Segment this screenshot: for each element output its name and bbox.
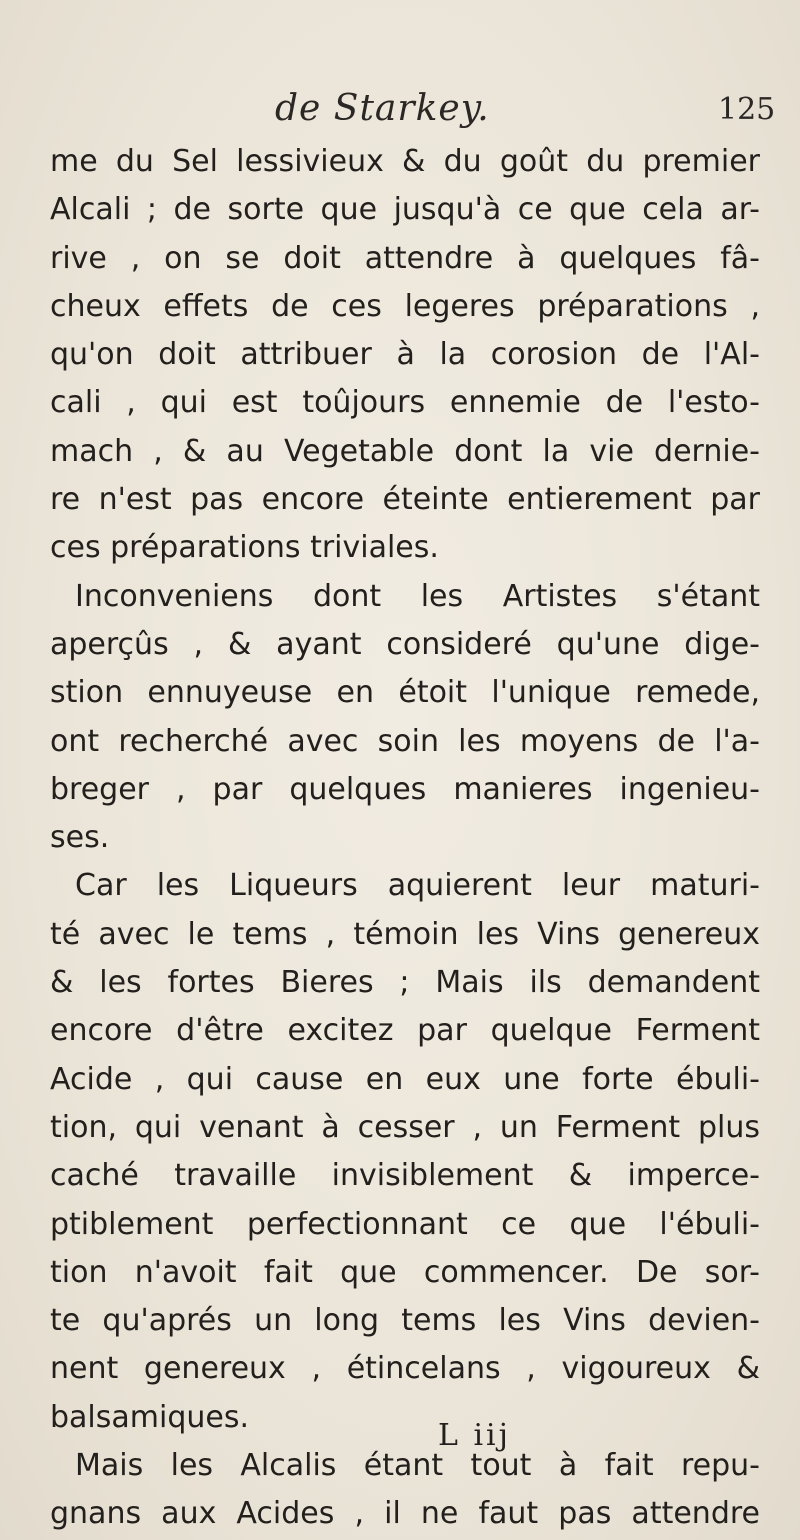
text-line: ptiblement perfectionnant ce que l'ébuli- [50,1206,760,1242]
body-text [50,138,760,1539]
text-line: te qu'aprés un long tems les Vins devien- [50,1303,760,1339]
text-line: Inconveniens dont les Artistes s'étant [75,578,760,614]
text-line: tion, qui venant à cesser , un Ferment plus [50,1109,760,1145]
text-line: Car les Liqueurs aquierent leur maturi- [75,868,760,904]
text-line: té avec le tems , témoin les Vins genereux [50,916,760,952]
text-line: ses. [50,820,110,856]
signature-mark: L iij [438,1418,511,1453]
text-line: aperçûs , & ayant consideré qu'une dige- [50,626,760,662]
text-line: & les fortes Bieres ; Mais ils demandent [50,965,760,1001]
text-line: breger , par quelques manieres ingenieu- [50,771,760,807]
text-line: cheux effets de ces legeres préparations , [50,288,760,324]
text-line: balsamiques. [50,1399,250,1435]
text-line: Mais les Alcalis étant tout à fait repu- [75,1448,760,1484]
text-line: tion n'avoit fait que commencer. De sor- [50,1254,760,1290]
text-line: qu'on doit attribuer à la corosion de l'Al- [50,337,760,373]
text-line: gnans aux Acides , il ne faut pas attendre [50,1496,760,1532]
text-line: stion ennuyeuse en étoit l'unique remede, [50,675,760,711]
text-line: encore d'être excitez par quelque Ferment [50,1013,760,1049]
text-line: Acide , qui cause en eux une forte ébuli- [50,1061,760,1097]
text-line: ces préparations triviales. [50,530,439,566]
text-line: rive , on se doit attendre à quelques fâ- [50,240,760,276]
text-line: me du Sel lessivieux & du goût du premier [50,144,760,179]
text-line: Alcali ; de sorte que jusqu'à ce que cela ar- [50,192,760,228]
text-line: cali , qui est toûjours ennemie de l'esto- [50,385,760,421]
running-title: de Starkey. [275,88,490,129]
page-header [0,88,800,138]
page-number: 125 [718,92,776,127]
text-line: ont recherché avec soin les moyens de l'a- [50,723,760,759]
text-line: caché travaille invisiblement & imperce- [50,1158,760,1194]
text-line: mach , & au Vegetable dont la vie dernie- [50,433,760,469]
text-line: nent genereux , étincelans , vigoureux & [50,1351,760,1387]
text-line: re n'est pas encore éteinte entierement par [50,482,760,518]
